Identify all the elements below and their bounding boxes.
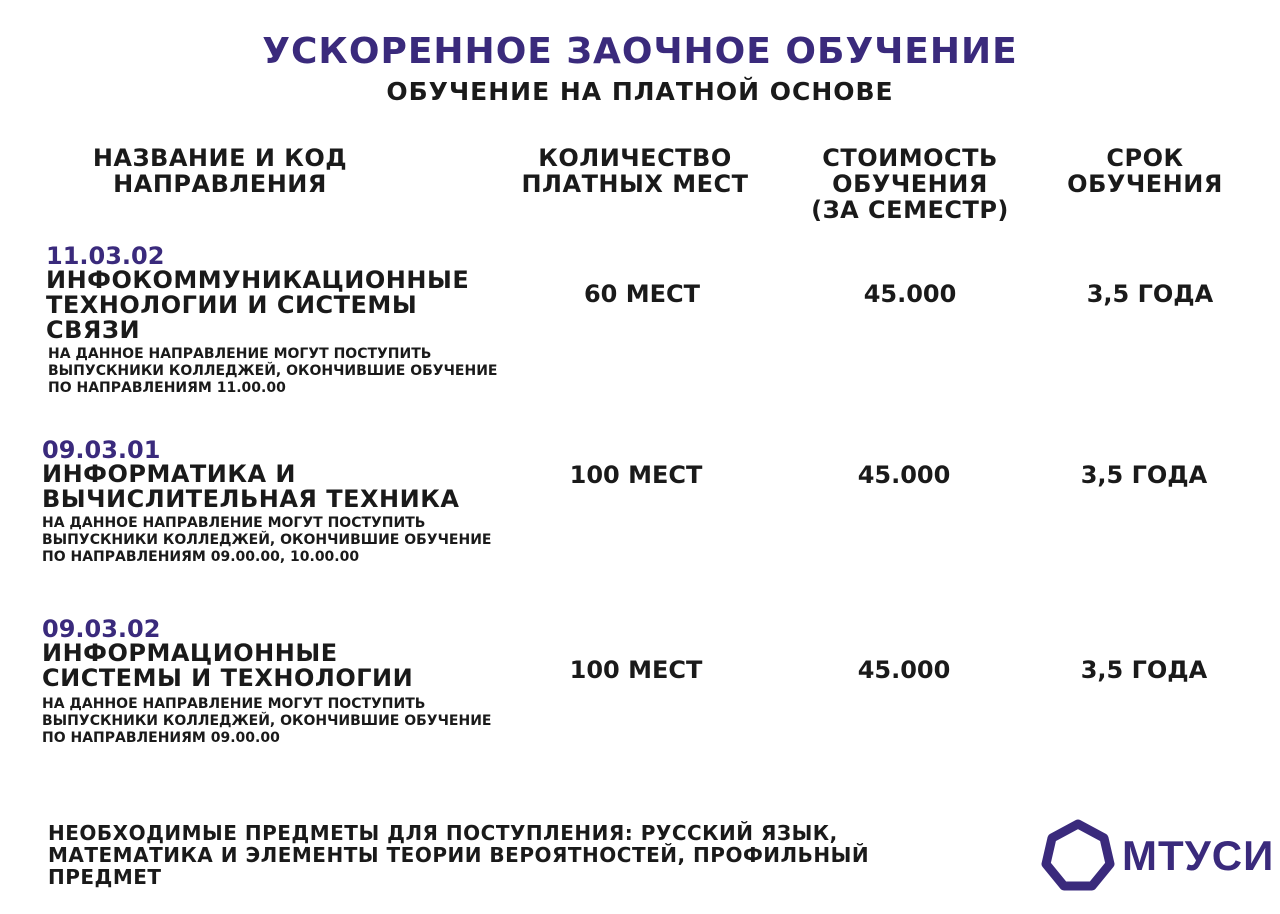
program-code: 11.03.02: [46, 242, 165, 270]
program-duration: 3,5 ГОДА: [1080, 656, 1208, 684]
program-places: 60 МЕСТ: [583, 280, 700, 308]
hexagon-logo-icon: [1040, 818, 1116, 894]
program-places: 100 МЕСТ: [569, 461, 703, 489]
required-subjects: НЕОБХОДИМЫЕ ПРЕДМЕТЫ ДЛЯ ПОСТУПЛЕНИЯ: РУССКИЙ ЯЗЫК, МАТЕМАТИКА И ЭЛЕМЕНТЫ ТЕОРИИ ВЕРОЯТНОСТЕЙ, ПРОФИЛЬНЫЙ ПРЕДМЕТ: [48, 821, 870, 889]
program-code: 09.03.02: [42, 615, 161, 643]
program-cost: 45.000: [863, 280, 957, 308]
program-note: НА ДАННОЕ НАПРАВЛЕНИЕ МОГУТ ПОСТУПИТЬ ВЫПУСКНИКИ КОЛЛЕДЖЕЙ, ОКОНЧИВШИЕ ОБУЧЕНИЕ ПО НАПРАВЛЕНИЯМ 11.00.00: [48, 346, 498, 396]
program-cost: 45.000: [857, 461, 951, 489]
university-logo: [1040, 818, 1275, 894]
program-duration: 3,5 ГОДА: [1086, 280, 1214, 308]
program-note: НА ДАННОЕ НАПРАВЛЕНИЕ МОГУТ ПОСТУПИТЬ ВЫПУСКНИКИ КОЛЛЕДЖЕЙ, ОКОНЧИВШИЕ ОБУЧЕНИЕ ПО НАПРАВЛЕНИЯМ 09.00.00, 10.00.00: [42, 515, 492, 565]
program-places: 100 МЕСТ: [569, 656, 703, 684]
program-code: 09.03.01: [42, 436, 161, 464]
program-name: ИНФОРМАЦИОННЫЕ СИСТЕМЫ И ТЕХНОЛОГИИ: [42, 639, 414, 692]
page-title: УСКОРЕННОЕ ЗАОЧНОЕ ОБУЧЕНИЕ: [262, 31, 1018, 72]
program-duration: 3,5 ГОДА: [1080, 461, 1208, 489]
logo-text: МТУСИ: [1122, 832, 1275, 879]
program-name: ИНФОКОММУНИКАЦИОННЫЕ ТЕХНОЛОГИИ И СИСТЕМЫ СВЯЗИ: [46, 266, 470, 344]
program-name: ИНФОРМАТИКА И ВЫЧИСЛИТЕЛЬНАЯ ТЕХНИКА: [42, 460, 460, 513]
column-header-places: КОЛИЧЕСТВО ПЛАТНЫХ МЕСТ: [521, 144, 749, 198]
column-header-name: НАЗВАНИЕ И КОД НАПРАВЛЕНИЯ: [92, 144, 348, 198]
program-cost: 45.000: [857, 656, 951, 684]
page-subtitle: ОБУЧЕНИЕ НА ПЛАТНОЙ ОСНОВЕ: [386, 77, 894, 106]
column-header-cost: СТОИМОСТЬ ОБУЧЕНИЯ (ЗА СЕМЕСТР): [811, 144, 1009, 224]
column-header-duration: СРОК ОБУЧЕНИЯ: [1067, 144, 1223, 198]
program-note: НА ДАННОЕ НАПРАВЛЕНИЕ МОГУТ ПОСТУПИТЬ ВЫПУСКНИКИ КОЛЛЕДЖЕЙ, ОКОНЧИВШИЕ ОБУЧЕНИЕ ПО НАПРАВЛЕНИЯМ 09.00.00: [42, 696, 492, 746]
